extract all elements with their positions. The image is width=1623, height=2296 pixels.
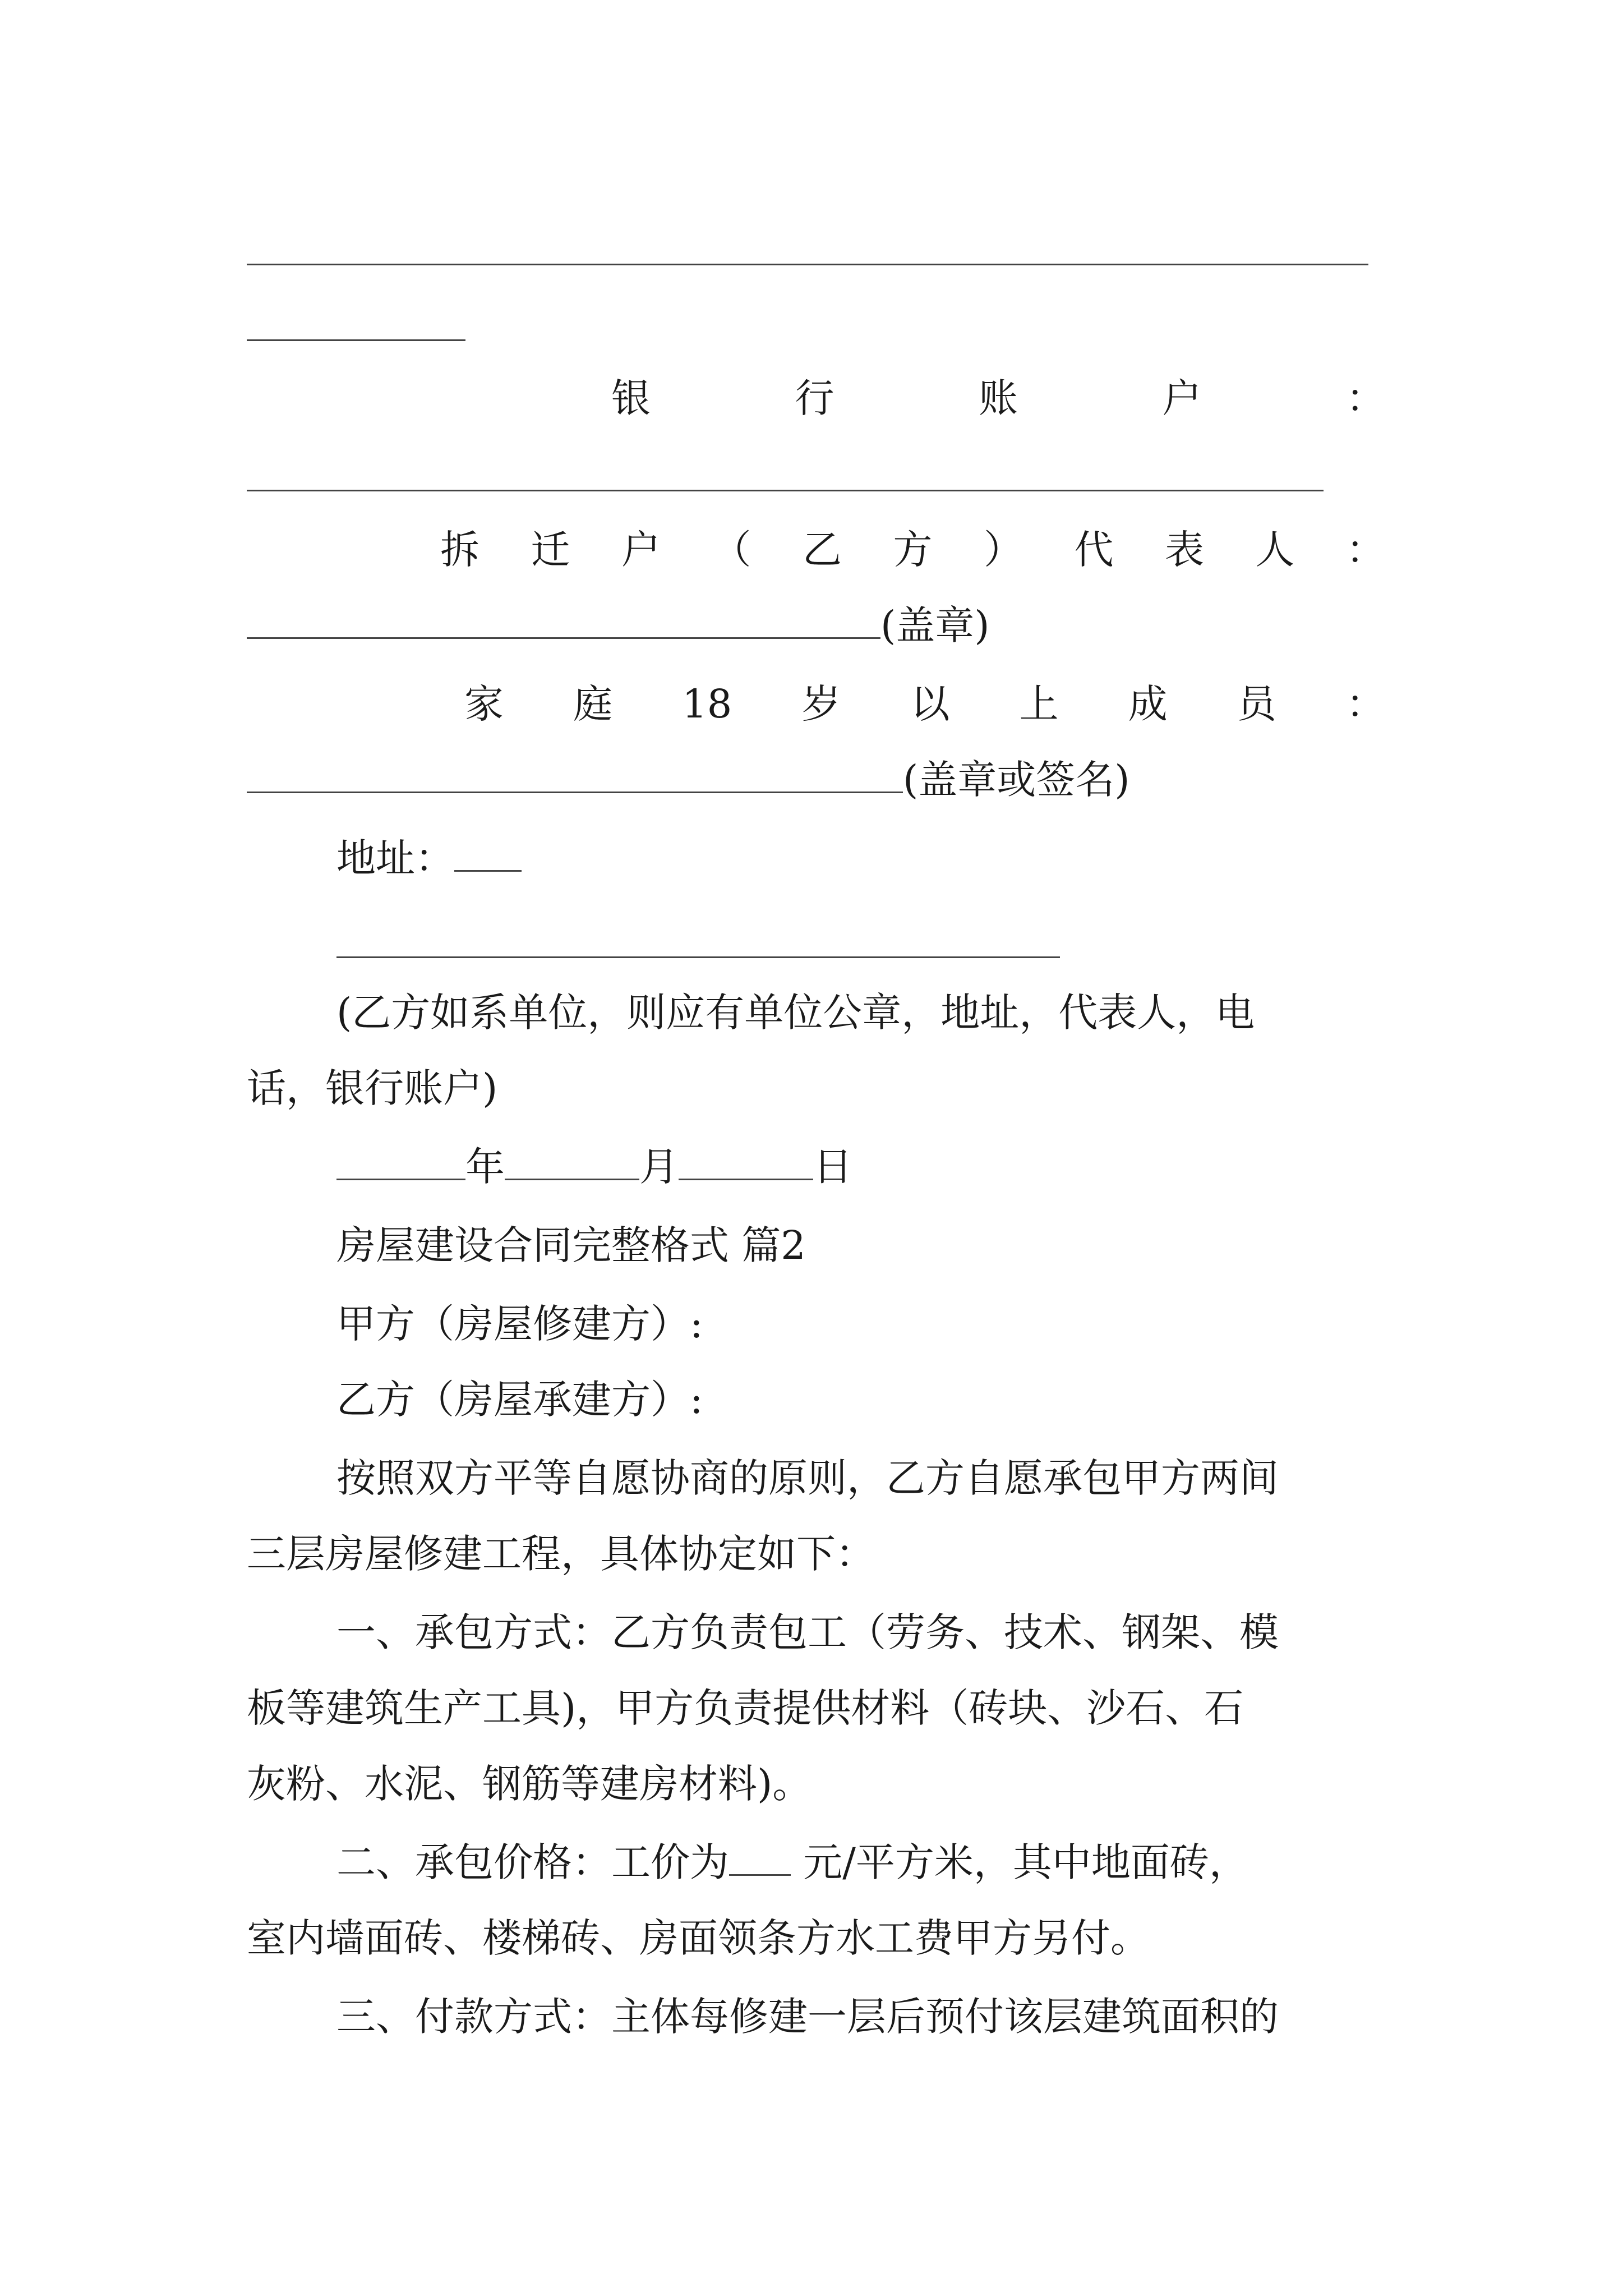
bank-account-line: [247, 490, 1324, 491]
bank-account-char: 账: [979, 375, 1018, 421]
clause1-line1: 一、承包方式：乙方负责包工（劳务、技术、钢架、模: [336, 1609, 1279, 1655]
seal-line: (盖章): [247, 597, 990, 654]
family-member-char: 上: [1019, 681, 1059, 727]
contract-title: 房屋建设合同完整格式 篇2: [336, 1222, 806, 1268]
relocatee-rep-char: ：: [1346, 527, 1385, 573]
bank-account-char: 银: [611, 375, 651, 421]
relocatee-rep-char: （: [712, 527, 751, 573]
clause1-line3: 灰粉、水泥、钢筋等建房材料)。: [247, 1761, 812, 1807]
clause2-line1: 二、承包价格：工价为 元/平方米，其中地面砖，: [336, 1834, 1248, 1890]
bank-account-char: 行: [795, 375, 834, 421]
relocatee-rep-char: 户: [621, 527, 661, 573]
family-member-char: 庭: [573, 681, 613, 727]
clause3-line1: 三、付款方式：主体每修建一层后预付该层建筑面积的: [336, 1994, 1279, 2040]
relocatee-rep-char: 方: [893, 527, 933, 573]
intro-line1: 按照双方平等自愿协商的原则，乙方自愿承包甲方两间: [336, 1455, 1279, 1501]
party-b-note-line2: 话，银行账户): [247, 1065, 498, 1111]
relocatee-rep-char: 表: [1165, 527, 1204, 573]
clause1-line2: 板等建筑生产工具)，甲方负责提供材料（砖块、沙石、石: [247, 1685, 1244, 1731]
bank-account-label: [611, 370, 1385, 426]
relocatee-rep-char: 乙: [803, 527, 842, 573]
bank-account-char: 户: [1162, 375, 1202, 421]
family-member-char: 岁: [801, 681, 841, 727]
relocatee-rep-char: 人: [1255, 527, 1295, 573]
address-blank-line: [336, 956, 1060, 958]
family-member-char: 家: [464, 681, 504, 727]
party-a-line: 甲方（房屋修建方）:: [336, 1301, 703, 1347]
relocatee-rep-char: 拆: [440, 527, 479, 573]
clause2-line2: 室内墙面砖、楼梯砖、房面领条方水工费甲方另付。: [247, 1915, 1150, 1961]
relocatee-rep-char: ）: [984, 527, 1023, 573]
address-line: 地址：: [336, 830, 522, 886]
relocatee-representative-label: [440, 522, 1385, 578]
family-member-char: ：: [1345, 681, 1385, 727]
family-member-char: 成: [1128, 681, 1168, 727]
family-member-char: 员: [1237, 681, 1276, 727]
family-member-label: [464, 676, 1385, 732]
bank-account-char: ：: [1346, 375, 1385, 421]
intro-line2: 三层房屋修建工程，具体协定如下：: [247, 1531, 875, 1577]
blank-line-2: [247, 339, 465, 341]
party-b-line: 乙方（房屋承建方）:: [336, 1377, 703, 1423]
relocatee-rep-char: 代: [1074, 527, 1114, 573]
relocatee-rep-char: 迁: [531, 527, 570, 573]
family-member-char: 以: [910, 681, 950, 727]
family-member-char: 18: [682, 681, 732, 727]
blank-line-1: [247, 264, 1368, 265]
date-line: 年 月 日: [336, 1139, 852, 1195]
seal-or-sign-line: (盖章或签名): [247, 752, 1130, 808]
party-b-note-line1: (乙方如系单位，则应有单位公章，地址，代表人，电: [336, 990, 1255, 1036]
